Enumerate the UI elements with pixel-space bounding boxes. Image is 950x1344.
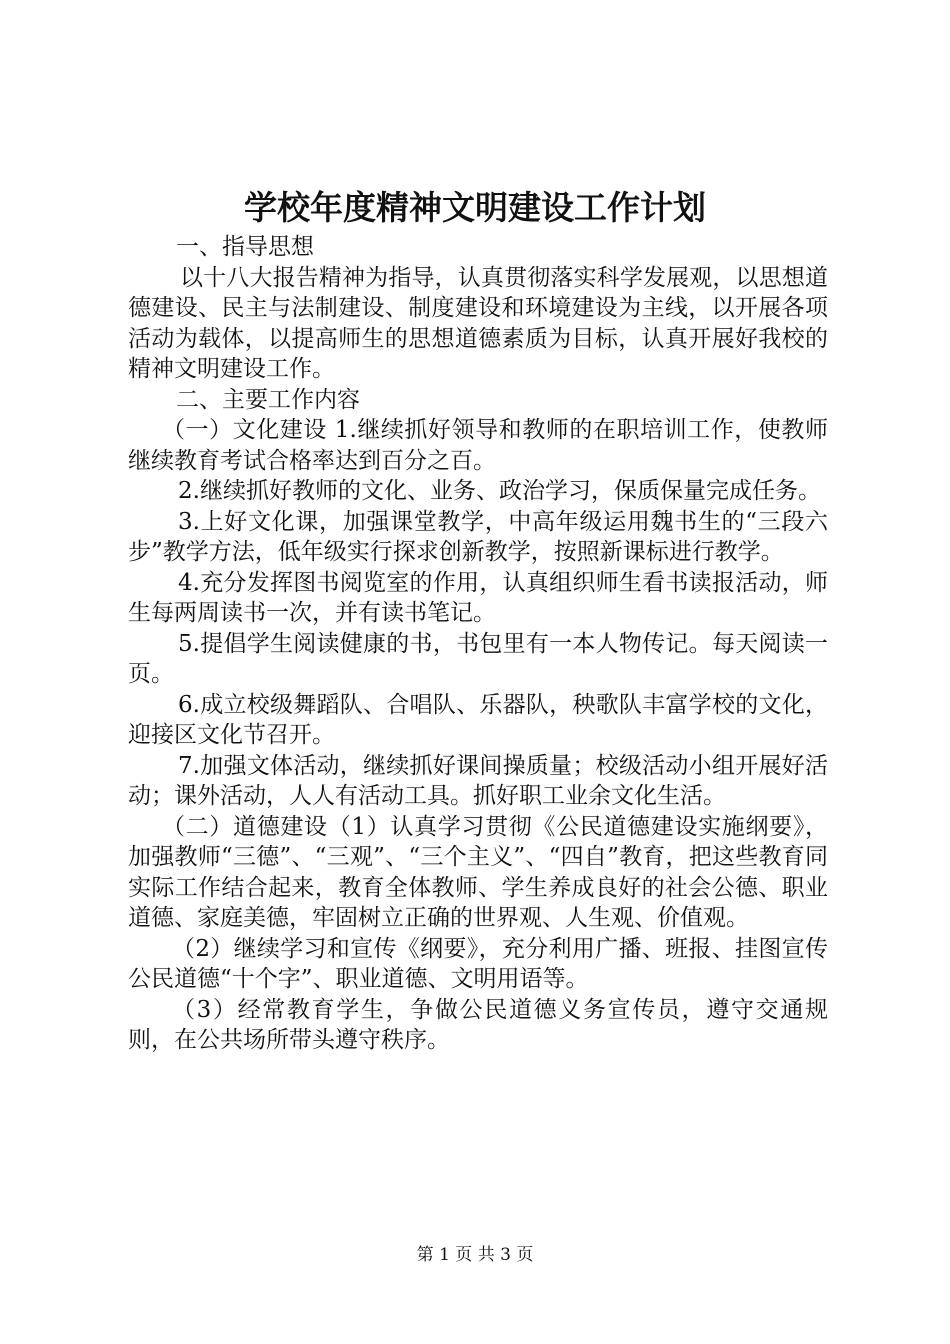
page-footer: 第 1 页 共 3 页 bbox=[416, 1245, 534, 1265]
section-heading-main-work: 二、主要工作内容 bbox=[176, 386, 360, 413]
section-heading-guiding-thought: 一、指导思想 bbox=[176, 234, 314, 260]
paragraph-culture-4: 4.充分发挥图书阅览室的作用，认真组织师生看书读报活动，师生每两周读书一次，并有读书笔记。 bbox=[128, 569, 828, 626]
paragraph-culture-3: 3.上好文化课，加强课堂教学，中高年级运用魏书生的“三段六步”教学方法，低年级实行探求创新教学，按照新课标进行教学。 bbox=[128, 508, 828, 565]
document-title: 学校年度精神文明建设工作计划 bbox=[244, 188, 706, 227]
paragraph-morality-2: （2）继续学习和宣传《纲要》，充分利用广播、班报、挂图宣传公民道德“十个字”、职业道德、文明用语等。 bbox=[128, 935, 828, 992]
paragraph-morality-3: （3）经常教育学生，争做公民道德义务宣传员，遵守交通规则，在公共场所带头遵守秩序。 bbox=[128, 996, 828, 1053]
paragraph-morality-1: （二）道德建设（1）认真学习贯彻《公民道德建设实施纲要》，加强教师“三德”、“三观”、“三个主义”、“四自”教育，把这些教育同实际工作结合起来，教育全体教师、学生养成良好的社会公德、职业道德、家庭美德，牢固树立正确的世界观、人生观、价值观。 bbox=[128, 813, 828, 931]
paragraph-culture-6: 6.成立校级舞蹈队、合唱队、乐器队，秧歌队丰富学校的文化，迎接区文化节召开。 bbox=[128, 691, 828, 748]
document-body bbox=[128, 232, 828, 1056]
paragraph-culture-7: 7.加强文体活动，继续抓好课间操质量；校级活动小组开展好活动；课外活动，人人有活动工具。抓好职工业余文化生活。 bbox=[128, 752, 828, 809]
paragraph-guiding-thought: 以十八大报告精神为指导，认真贯彻落实科学发展观，以思想道德建设、民主与法制建设、制度建设和环境建设为主线，以开展各项活动为载体，以提高师生的思想道德素质为目标，认真开展好我校的精神文明建设工作。 bbox=[128, 264, 828, 382]
paragraph-culture-5: 5.提倡学生阅读健康的书，书包里有一本人物传记。每天阅读一页。 bbox=[128, 630, 828, 687]
paragraph-culture-2: 2.继续抓好教师的文化、业务、政治学习，保质保量完成任务。 bbox=[178, 478, 821, 504]
paragraph-culture-1: （一）文化建设 1.继续抓好领导和教师的在职培训工作，使教师继续教育考试合格率达到百分之百。 bbox=[128, 417, 828, 474]
